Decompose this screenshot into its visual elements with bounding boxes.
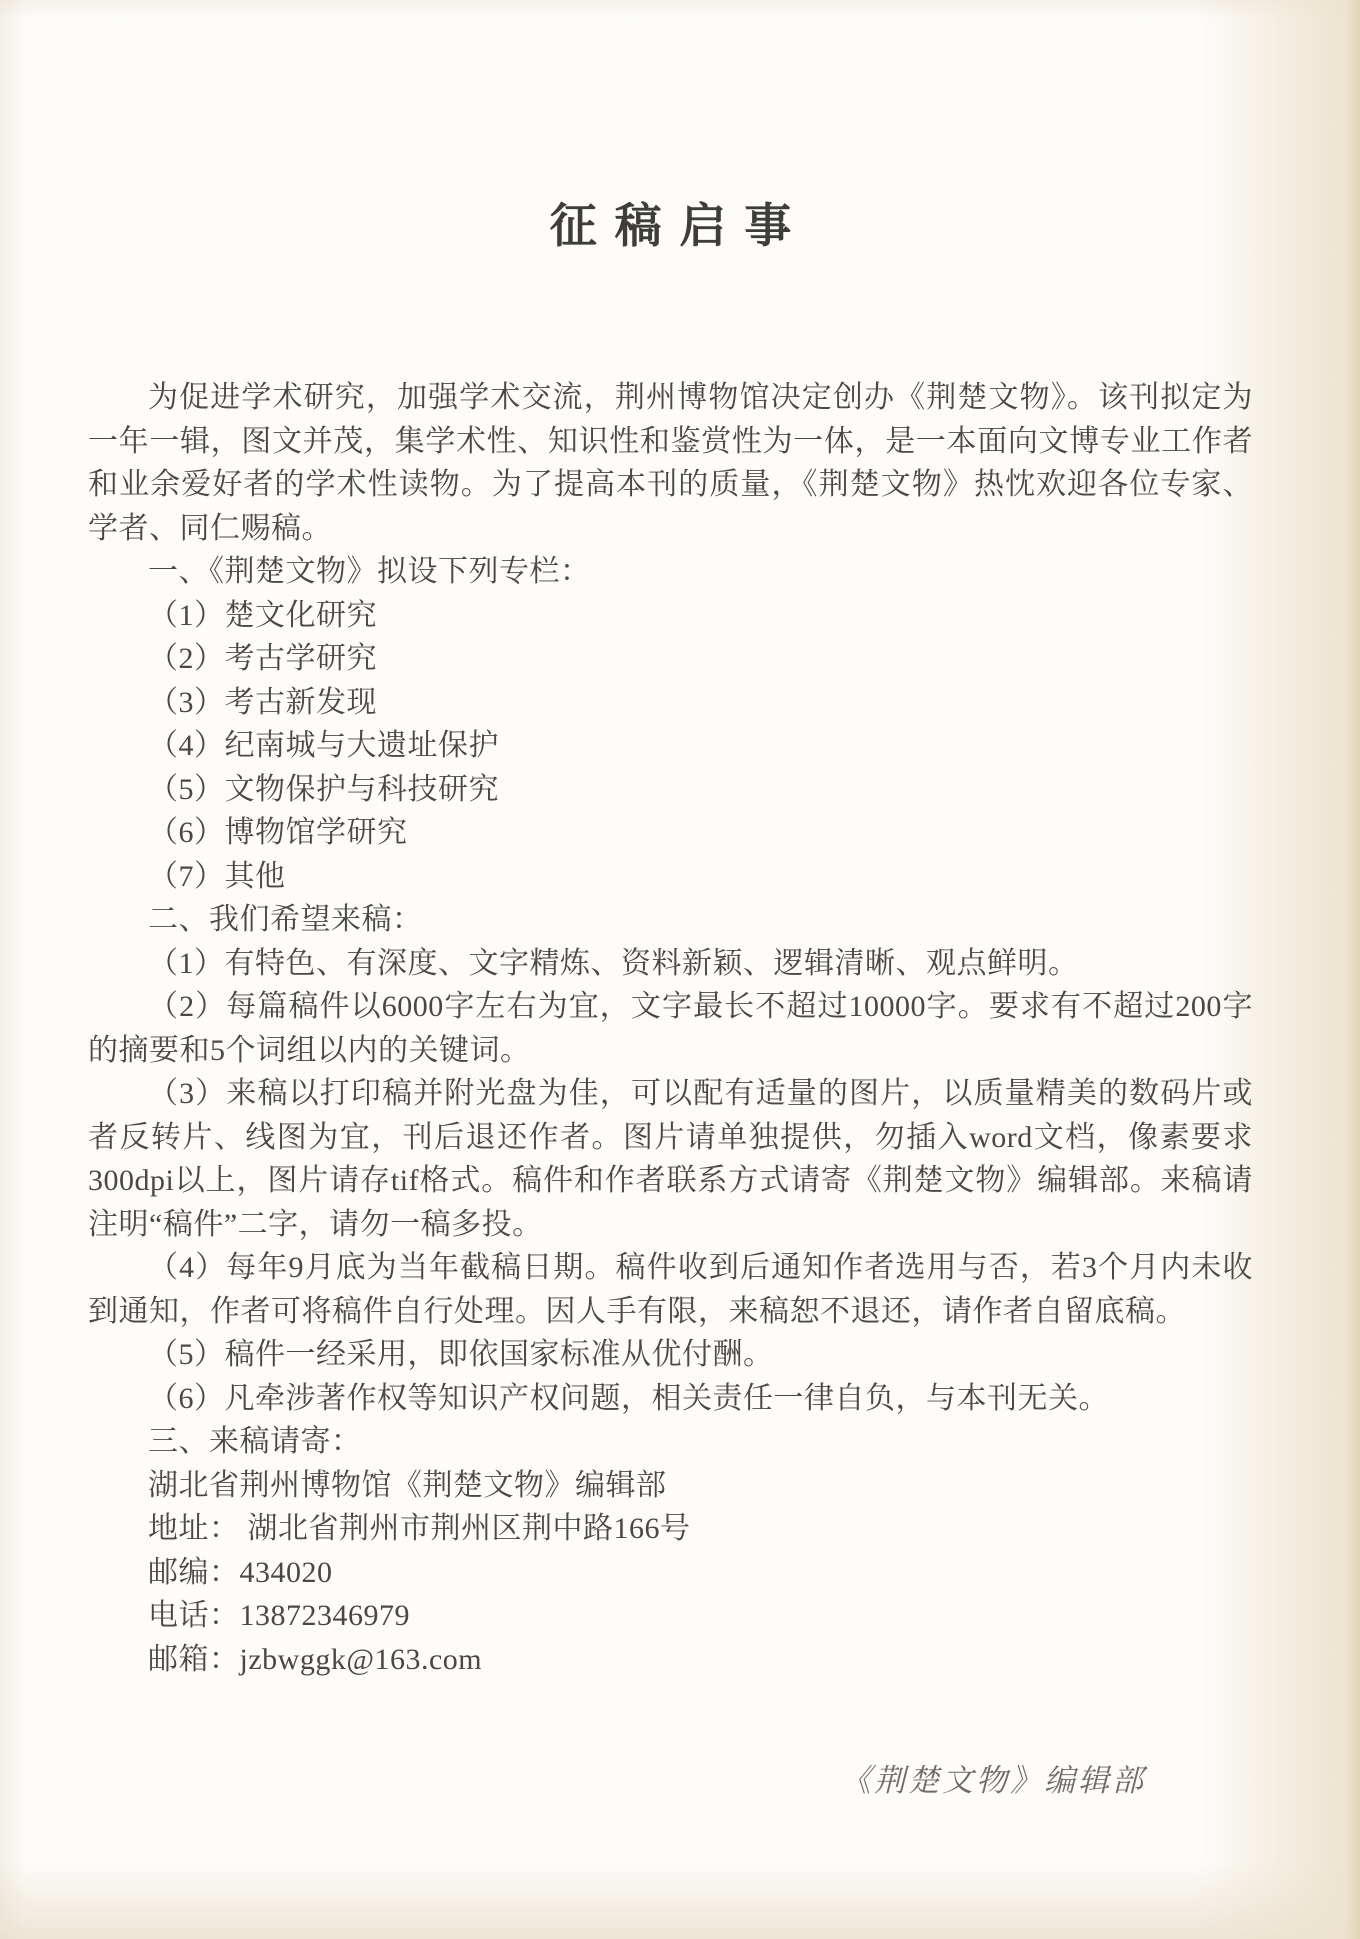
intro-paragraph: 为促进学术研究，加强学术交流，荆州博物馆决定创办《荆楚文物》。该刊拟定为一年一辑，图文并茂，集学术性、知识性和鉴赏性为一体，是一本面向文博专业工作者和业余爱好者的学术性读物。为了提高本刊的质量，《荆楚文物》热忱欢迎各位专家、学者、同仁赐稿。 — [88, 381, 1253, 545]
editorial-signature: 《荆楚文物》编辑部 — [840, 1763, 1146, 1799]
guideline-6: （6）凡牵涉著作权等知识产权问题，相关责任一律自负，与本刊无关。 — [148, 1381, 1109, 1415]
page-content — [88, 0, 1253, 1800]
section-2-heading: 二、我们希望来稿： — [148, 903, 423, 936]
column-item-7: （7）其他 — [148, 859, 286, 893]
column-item-3: （3）考古新发现 — [148, 685, 377, 719]
guideline-1: （1）有特色、有深度、文字精炼、资料新颖、逻辑清晰、观点鲜明。 — [148, 946, 1079, 980]
contact-address: 地址： 湖北省荆州市荆州区荆中路166号 — [148, 1512, 691, 1545]
column-item-6: （6）博物馆学研究 — [148, 816, 408, 849]
section-1-heading: 一、《荆楚文物》拟设下列专栏： — [148, 555, 591, 588]
contact-postcode: 邮编：434020 — [148, 1555, 333, 1589]
guideline-2: （2）每篇稿件以6000字左右为宜，文字最长不超过10000字。要求有不超过200字的摘要和5个词组以内的关键词。 — [88, 990, 1253, 1067]
guideline-4: （4）每年9月底为当年截稿日期。稿件收到后通知作者选用与否，若3个月内未收到通知，作者可将稿件自行处理。因人手有限，来稿恕不退还，请作者自留底稿。 — [88, 1251, 1253, 1328]
contact-department: 湖北省荆州博物馆《荆楚文物》编辑部 — [148, 1468, 667, 1502]
section-3-heading: 三、来稿请寄： — [148, 1425, 362, 1458]
column-item-1: （1）楚文化研究 — [148, 598, 377, 632]
contact-phone: 电话：13872346979 — [148, 1599, 410, 1632]
column-item-5: （5）文物保护与科技研究 — [148, 772, 499, 806]
page-title: 征稿启事 — [549, 201, 810, 253]
guideline-3: （3）来稿以打印稿并附光盘为佳，可以配有适量的图片，以质量精美的数码片或者反转片、线图为宜，刊后退还作者。图片请单独提供，勿插入word文档，像素要求300dpi以上，图片请存tif格式。稿件和作者联系方式请寄《荆楚文物》编辑部。来稿请注明“稿件”二字，请勿一稿多投。 — [88, 1077, 1253, 1241]
contact-email: 邮箱：jzbwggk@163.com — [148, 1642, 483, 1676]
document-body — [88, 376, 1253, 1681]
column-item-2: （2）考古学研究 — [148, 642, 377, 675]
column-item-4: （4）纪南城与大遗址保护 — [148, 729, 499, 762]
guideline-5: （5）稿件一经采用，即依国家标准从优付酬。 — [148, 1338, 774, 1371]
